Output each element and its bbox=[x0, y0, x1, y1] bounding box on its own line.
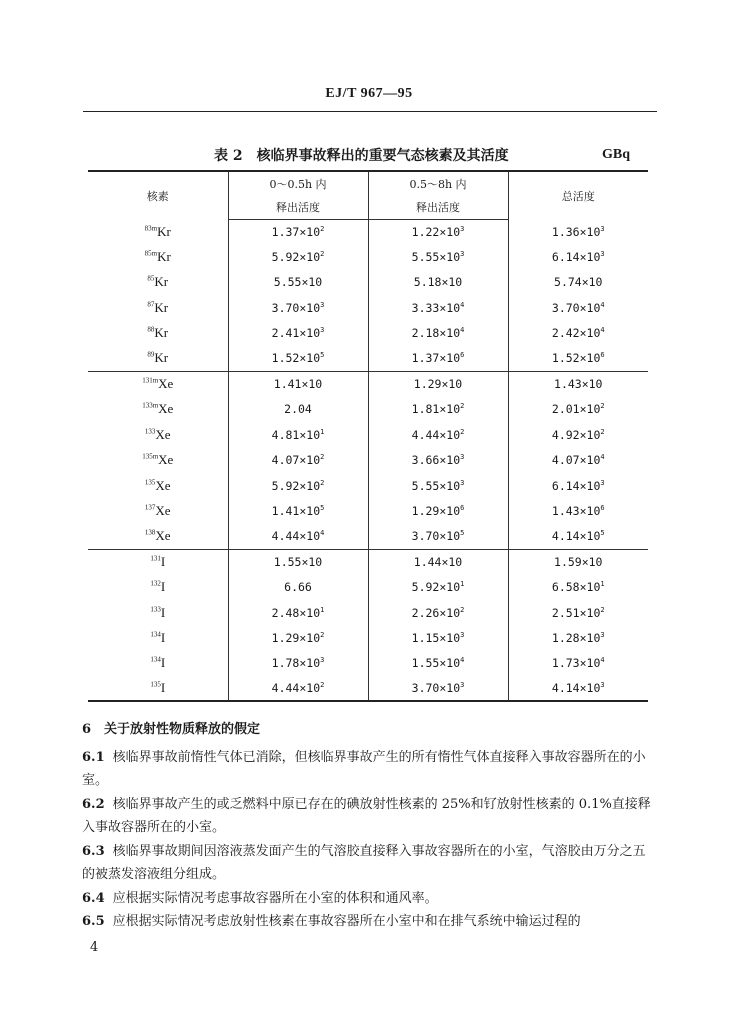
activity-0.5-8h-cell: 5.18×10 bbox=[368, 270, 508, 295]
nuclide-cell: $^{85m}$Kr bbox=[88, 244, 228, 269]
activity-0-0.5h-cell: $1.29\times 10^2$ bbox=[228, 625, 368, 650]
nuclide-cell: $^{137}$Xe bbox=[88, 498, 228, 523]
activity-0-0.5h-cell: $1.78\times 10^3$ bbox=[228, 651, 368, 676]
total-activity-cell: $2.01\times 10^2$ bbox=[508, 397, 648, 422]
total-activity-cell: $3.70\times 10^4$ bbox=[508, 295, 648, 320]
nuclide-cell: $^{132}$I bbox=[88, 574, 228, 599]
activity-0-0.5h-cell: $2.41\times 10^3$ bbox=[228, 321, 368, 346]
item-6-4: 6.4 应根据实际情况考虑事故容器所在小室的体积和通风率。 bbox=[82, 891, 438, 906]
header-total: 总活度 bbox=[508, 171, 648, 219]
activity-0-0.5h-cell: 6.66 bbox=[228, 574, 368, 599]
table-row bbox=[88, 270, 648, 295]
activity-0-0.5h-cell: $1.41\times 10^5$ bbox=[228, 498, 368, 523]
header-c2-bottom: 释出活度 bbox=[368, 195, 508, 219]
nuclide-cell: $^{83m}$Kr bbox=[88, 219, 228, 244]
activity-0.5-8h-cell: $1.37\times 10^6$ bbox=[368, 346, 508, 371]
table-row bbox=[88, 422, 648, 447]
total-activity-cell: $4.92\times 10^2$ bbox=[508, 422, 648, 447]
activity-0-0.5h-cell: 1.55×10 bbox=[228, 549, 368, 574]
nuclide-cell: $^{138}$Xe bbox=[88, 524, 228, 549]
table-row bbox=[88, 321, 648, 346]
table-row bbox=[88, 397, 648, 422]
table-unit: GBq bbox=[602, 147, 631, 162]
activity-0.5-8h-cell: $1.81\times 10^2$ bbox=[368, 397, 508, 422]
table-row bbox=[88, 473, 648, 498]
total-activity-cell: $1.43\times 10^6$ bbox=[508, 498, 648, 523]
activity-0-0.5h-cell: $5.92\times 10^2$ bbox=[228, 473, 368, 498]
total-activity-cell: $1.28\times 10^3$ bbox=[508, 625, 648, 650]
nuclide-cell: $^{85}$Kr bbox=[88, 270, 228, 295]
header-rule bbox=[83, 111, 657, 112]
table-row bbox=[88, 448, 648, 473]
nuclide-cell: $^{131}$I bbox=[88, 549, 228, 574]
group-krypton bbox=[88, 219, 648, 371]
total-activity-cell: $4.07\times 10^4$ bbox=[508, 448, 648, 473]
item-6-5: 6.5 应根据实际情况考虑放射性核素在事故容器所在小室中和在排气系统中输运过程的 bbox=[82, 914, 581, 929]
table-row bbox=[88, 676, 648, 701]
header-c1-top: 0～0.5h 内 bbox=[228, 171, 368, 195]
item-6-2: 6.2 核临界事故产生的或乏燃料中原已存在的碘放射性核素的 25%和钌放射性核素的 0.1%直接释入事故容器所在的小室。 bbox=[82, 797, 651, 835]
activity-0.5-8h-cell: $5.55\times 10^3$ bbox=[368, 244, 508, 269]
activity-0-0.5h-cell: $4.44\times 10^4$ bbox=[228, 524, 368, 549]
activity-0.5-8h-cell: $5.55\times 10^3$ bbox=[368, 473, 508, 498]
activity-0-0.5h-cell: 5.55×10 bbox=[228, 270, 368, 295]
activity-0-0.5h-cell: $5.92\times 10^2$ bbox=[228, 244, 368, 269]
nuclide-cell: $^{133}$Xe bbox=[88, 422, 228, 447]
activity-0.5-8h-cell: $3.33\times 10^4$ bbox=[368, 295, 508, 320]
activity-0.5-8h-cell: $5.92\times 10^1$ bbox=[368, 574, 508, 599]
group-xenon bbox=[88, 371, 648, 549]
total-activity-cell: $6.14\times 10^3$ bbox=[508, 244, 648, 269]
nuclide-cell: $^{135}$I bbox=[88, 676, 228, 701]
activity-table bbox=[88, 170, 648, 702]
activity-0-0.5h-cell: 2.04 bbox=[228, 397, 368, 422]
group-iodine bbox=[88, 549, 648, 701]
activity-0-0.5h-cell: $4.81\times 10^1$ bbox=[228, 422, 368, 447]
table-row bbox=[88, 651, 648, 676]
nuclide-cell: $^{88}$Kr bbox=[88, 321, 228, 346]
table-row bbox=[88, 219, 648, 244]
nuclide-cell: $^{89}$Kr bbox=[88, 346, 228, 371]
table-row bbox=[88, 498, 648, 523]
total-activity-cell: $1.52\times 10^6$ bbox=[508, 346, 648, 371]
activity-0.5-8h-cell: $3.66\times 10^3$ bbox=[368, 448, 508, 473]
table-row bbox=[88, 600, 648, 625]
activity-0.5-8h-cell: $1.15\times 10^3$ bbox=[368, 625, 508, 650]
table-row bbox=[88, 574, 648, 599]
total-activity-cell: $1.73\times 10^4$ bbox=[508, 651, 648, 676]
table-row bbox=[88, 346, 648, 371]
table-caption: 表 2 核临界事故释出的重要气态核素及其活度 bbox=[214, 148, 509, 164]
total-activity-cell: $2.51\times 10^2$ bbox=[508, 600, 648, 625]
total-activity-cell: $1.36\times 10^3$ bbox=[508, 219, 648, 244]
activity-0.5-8h-cell: $2.26\times 10^2$ bbox=[368, 600, 508, 625]
activity-0-0.5h-cell: $1.52\times 10^5$ bbox=[228, 346, 368, 371]
total-activity-cell: $4.14\times 10^5$ bbox=[508, 524, 648, 549]
item-6-1: 6.1 核临界事故前惰性气体已消除，但核临界事故产生的所有惰性气体直接释入事故容器所在的小室。 bbox=[82, 750, 646, 788]
activity-0-0.5h-cell: $1.37\times 10^2$ bbox=[228, 219, 368, 244]
nuclide-cell: $^{133}$I bbox=[88, 600, 228, 625]
item-6-3: 6.3 核临界事故期间因溶液蒸发面产生的气溶胶直接释入事故容器所在的小室，气溶胶由万分之五的被蒸发溶液组分组成。 bbox=[82, 844, 646, 882]
page-number: 4 bbox=[90, 940, 99, 955]
header-c1-bottom: 释出活度 bbox=[228, 195, 368, 219]
activity-0.5-8h-cell: $1.29\times 10^6$ bbox=[368, 498, 508, 523]
standard-code: EJ/T 967—95 bbox=[325, 86, 413, 101]
table-row bbox=[88, 524, 648, 549]
nuclide-cell: $^{135}$Xe bbox=[88, 473, 228, 498]
activity-0-0.5h-cell: 1.41×10 bbox=[228, 371, 368, 396]
total-activity-cell: 5.74×10 bbox=[508, 270, 648, 295]
table-row bbox=[88, 371, 648, 396]
activity-0.5-8h-cell: 1.44×10 bbox=[368, 549, 508, 574]
nuclide-cell: $^{133m}$Xe bbox=[88, 397, 228, 422]
header-c2-top: 0.5～8h 内 bbox=[368, 171, 508, 195]
activity-0.5-8h-cell: $4.44\times 10^2$ bbox=[368, 422, 508, 447]
activity-0-0.5h-cell: $2.48\times 10^1$ bbox=[228, 600, 368, 625]
header-nuclide: 核素 bbox=[88, 171, 228, 219]
table-row bbox=[88, 295, 648, 320]
table-row bbox=[88, 244, 648, 269]
table-row bbox=[88, 625, 648, 650]
total-activity-cell: 1.59×10 bbox=[508, 549, 648, 574]
activity-0.5-8h-cell: $1.55\times 10^4$ bbox=[368, 651, 508, 676]
nuclide-cell: $^{87}$Kr bbox=[88, 295, 228, 320]
total-activity-cell: $6.14\times 10^3$ bbox=[508, 473, 648, 498]
activity-0.5-8h-cell: $3.70\times 10^3$ bbox=[368, 676, 508, 701]
total-activity-cell: 1.43×10 bbox=[508, 371, 648, 396]
nuclide-cell: $^{134}$I bbox=[88, 651, 228, 676]
activity-0.5-8h-cell: $3.70\times 10^5$ bbox=[368, 524, 508, 549]
activity-0.5-8h-cell: $2.18\times 10^4$ bbox=[368, 321, 508, 346]
activity-0-0.5h-cell: $3.70\times 10^3$ bbox=[228, 295, 368, 320]
activity-0-0.5h-cell: $4.07\times 10^2$ bbox=[228, 448, 368, 473]
total-activity-cell: $2.42\times 10^4$ bbox=[508, 321, 648, 346]
nuclide-cell: $^{135m}$Xe bbox=[88, 448, 228, 473]
table-row bbox=[88, 549, 648, 574]
activity-0.5-8h-cell: $1.22\times 10^3$ bbox=[368, 219, 508, 244]
total-activity-cell: $4.14\times 10^3$ bbox=[508, 676, 648, 701]
total-activity-cell: $6.58\times 10^1$ bbox=[508, 574, 648, 599]
nuclide-cell: $^{134}$I bbox=[88, 625, 228, 650]
activity-0-0.5h-cell: $4.44\times 10^2$ bbox=[228, 676, 368, 701]
section-title: 6 关于放射性物质释放的假定 bbox=[82, 722, 261, 737]
nuclide-cell: $^{131m}$Xe bbox=[88, 371, 228, 396]
activity-0.5-8h-cell: 1.29×10 bbox=[368, 371, 508, 396]
